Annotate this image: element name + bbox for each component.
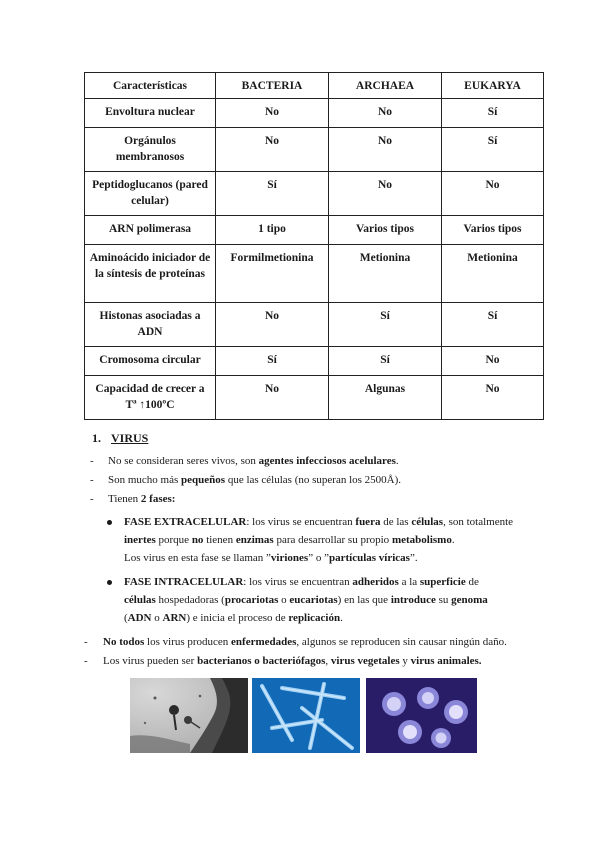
dash-marker: - [90, 493, 94, 505]
paragraph-line: Tienen 2 fases: [108, 493, 176, 505]
table-cell: No [442, 347, 544, 376]
table-row [85, 303, 544, 347]
table-cell: Formilmetionina [216, 245, 329, 303]
table-header-cell: BACTERIA [216, 73, 329, 99]
table-cell: Aminoácido iniciador de la síntesis de proteínas [85, 245, 216, 303]
table-cell: 1 tipo [216, 216, 329, 245]
table-cell: No [216, 303, 329, 347]
dash-marker: - [84, 655, 88, 667]
section-number: 1. [92, 431, 101, 445]
section-title: VIRUS [111, 431, 149, 445]
table-cell: Metionina [329, 245, 442, 303]
table-cell: Orgánulos membranosos [85, 128, 216, 172]
table-cell: No [442, 172, 544, 216]
bullet-marker [107, 580, 112, 585]
paragraph-line: inertes porque no tienen enzimas para desarrollar su propio metabolismo. [124, 534, 455, 546]
paragraph-line: FASE EXTRACELULAR: los virus se encuentran fuera de las células, son totalmente [124, 516, 514, 528]
table-cell: Peptidoglucanos (pared celular) [85, 172, 216, 216]
table-cell: No [329, 128, 442, 172]
table-cell: Varios tipos [442, 216, 544, 245]
dash-marker: - [84, 636, 88, 648]
paragraph-line: células hospedadoras (procariotas o eucariotas) en las que introduce su genoma [124, 594, 488, 606]
table-cell: No [329, 172, 442, 216]
section-heading [92, 431, 148, 446]
dash-marker: - [90, 474, 94, 486]
table-row [85, 376, 544, 420]
table-cell: No [216, 128, 329, 172]
table-cell: Sí [442, 128, 544, 172]
paragraph-line: Son mucho más pequeños que las células (no superan los 2500Å). [108, 474, 402, 486]
paragraph-line: (ADN o ARN) e inicia el proceso de replicación. [124, 612, 343, 624]
table-cell: No [216, 376, 329, 420]
table-row [85, 245, 544, 303]
table-cell: Sí [442, 99, 544, 128]
table-cell: ARN polimerasa [85, 216, 216, 245]
table-header-cell: Características [85, 73, 216, 99]
table-cell: Sí [329, 303, 442, 347]
table-row [85, 216, 544, 245]
table-row [85, 347, 544, 376]
table-row [85, 99, 544, 128]
paragraph-line: FASE INTRACELULAR: los virus se encuentran adheridos a la superficie de [124, 576, 479, 588]
paragraph-line: No todos los virus producen enfermedades, algunos se reproducen sin causar ningún daño. [103, 636, 507, 648]
table-cell: Algunas [329, 376, 442, 420]
table-cell: Sí [216, 347, 329, 376]
plant-virus-micrograph [252, 678, 360, 753]
table-cell: Cromosoma circular [85, 347, 216, 376]
table-cell: No [216, 99, 329, 128]
comparison-table [84, 72, 544, 420]
table-cell: Sí [329, 347, 442, 376]
table-row [85, 128, 544, 172]
table-cell: Envoltura nuclear [85, 99, 216, 128]
table-cell: Metionina [442, 245, 544, 303]
table-cell: No [442, 376, 544, 420]
bullet-marker [107, 520, 112, 525]
table-row [85, 172, 544, 216]
table-cell: Sí [216, 172, 329, 216]
animal-virus-micrograph [366, 678, 477, 753]
table-header-cell: EUKARYA [442, 73, 544, 99]
table-cell: Capacidad de crecer a Tª ↑100ºC [85, 376, 216, 420]
table-header-row [85, 73, 544, 99]
table-cell: Varios tipos [329, 216, 442, 245]
table-cell: No [329, 99, 442, 128]
bacteriophage-micrograph [130, 678, 248, 753]
paragraph-line: Los virus en esta fase se llaman ”viriones” o ”partículas víricas”. [124, 552, 418, 564]
paragraph-line: No se consideran seres vivos, son agentes infecciosos acelulares. [108, 455, 399, 467]
dash-marker: - [90, 455, 94, 467]
table-header-cell: ARCHAEA [329, 73, 442, 99]
table-cell: Sí [442, 303, 544, 347]
table-cell: Histonas asociadas a ADN [85, 303, 216, 347]
paragraph-line: Los virus pueden ser bacterianos o bacteriófagos, virus vegetales y virus animales. [103, 655, 482, 667]
